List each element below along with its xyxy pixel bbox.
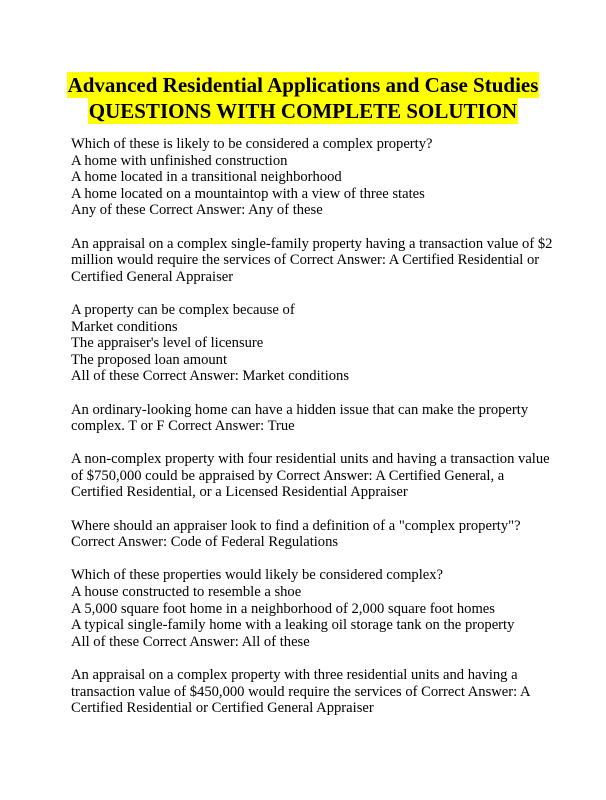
text-line: All of these Correct Answer: Market conditions <box>71 368 350 385</box>
text-line: A property can be complex because of <box>71 301 295 318</box>
text-line: An appraisal on a complex single-family property having a transaction value of $2 <box>71 235 553 252</box>
question-block-2 <box>71 235 553 286</box>
text-line: A typical single-family home with a leaking oil storage tank on the property <box>71 617 515 634</box>
title-line-2: QUESTIONS WITH COMPLETE SOLUTION <box>88 99 518 123</box>
question-block-8 <box>71 667 541 717</box>
text-line: The proposed loan amount <box>71 351 228 368</box>
text-line: A home located in a transitional neighborhood <box>71 169 342 186</box>
question-block-7 <box>71 567 541 650</box>
text-line: Market conditions <box>71 318 178 335</box>
text-line: An ordinary-looking home can have a hidden issue that can make the property <box>71 401 529 418</box>
question-block-1 <box>71 136 541 219</box>
text-line: All of these Correct Answer: All of these <box>71 633 310 650</box>
text-line: complex. T or F Correct Answer: True <box>71 418 295 435</box>
text-line: of $750,000 could be appraised by Correct Answer: A Certified General, a <box>71 467 505 484</box>
text-line: Which of these properties would likely be considered complex? <box>71 567 444 584</box>
question-list <box>71 136 553 733</box>
document-title <box>0 72 606 124</box>
text-line: Any of these Correct Answer: Any of these <box>71 202 323 219</box>
text-line: A home located on a mountaintop with a view of three states <box>71 185 425 202</box>
text-line: Which of these is likely to be considered a complex property? <box>71 136 433 152</box>
text-line: The appraiser's level of licensure <box>71 335 264 352</box>
text-line: An appraisal on a complex property with three residential units and having a <box>71 667 518 683</box>
text-line: A home with unfinished construction <box>71 152 288 169</box>
question-block-3 <box>71 302 541 385</box>
text-line: Certified Residential or Certified General Appraiser <box>71 700 374 717</box>
text-line: transaction value of $450,000 would require the services of Correct Answer: A <box>71 683 531 700</box>
question-block-6 <box>71 518 541 551</box>
text-line: Certified General Appraiser <box>71 268 234 285</box>
text-line: A non-complex property with four residential units and having a transaction value <box>71 451 550 468</box>
text-line: A 5,000 square foot home in a neighborhood of 2,000 square foot homes <box>71 600 495 617</box>
text-line: Where should an appraiser look to find a definition of a "complex property"? <box>71 517 521 534</box>
text-line: A house constructed to resemble a shoe <box>71 584 302 601</box>
question-block-5 <box>71 451 550 501</box>
text-line: million would require the services of Correct Answer: A Certified Residential or <box>71 252 540 269</box>
text-line: Correct Answer: Code of Federal Regulations <box>71 534 339 551</box>
title-line-1: Advanced Residential Applications and Case Studies <box>67 73 539 97</box>
text-line: Certified Residential, or a Licensed Residential Appraiser <box>71 484 408 501</box>
question-block-4 <box>71 402 541 435</box>
